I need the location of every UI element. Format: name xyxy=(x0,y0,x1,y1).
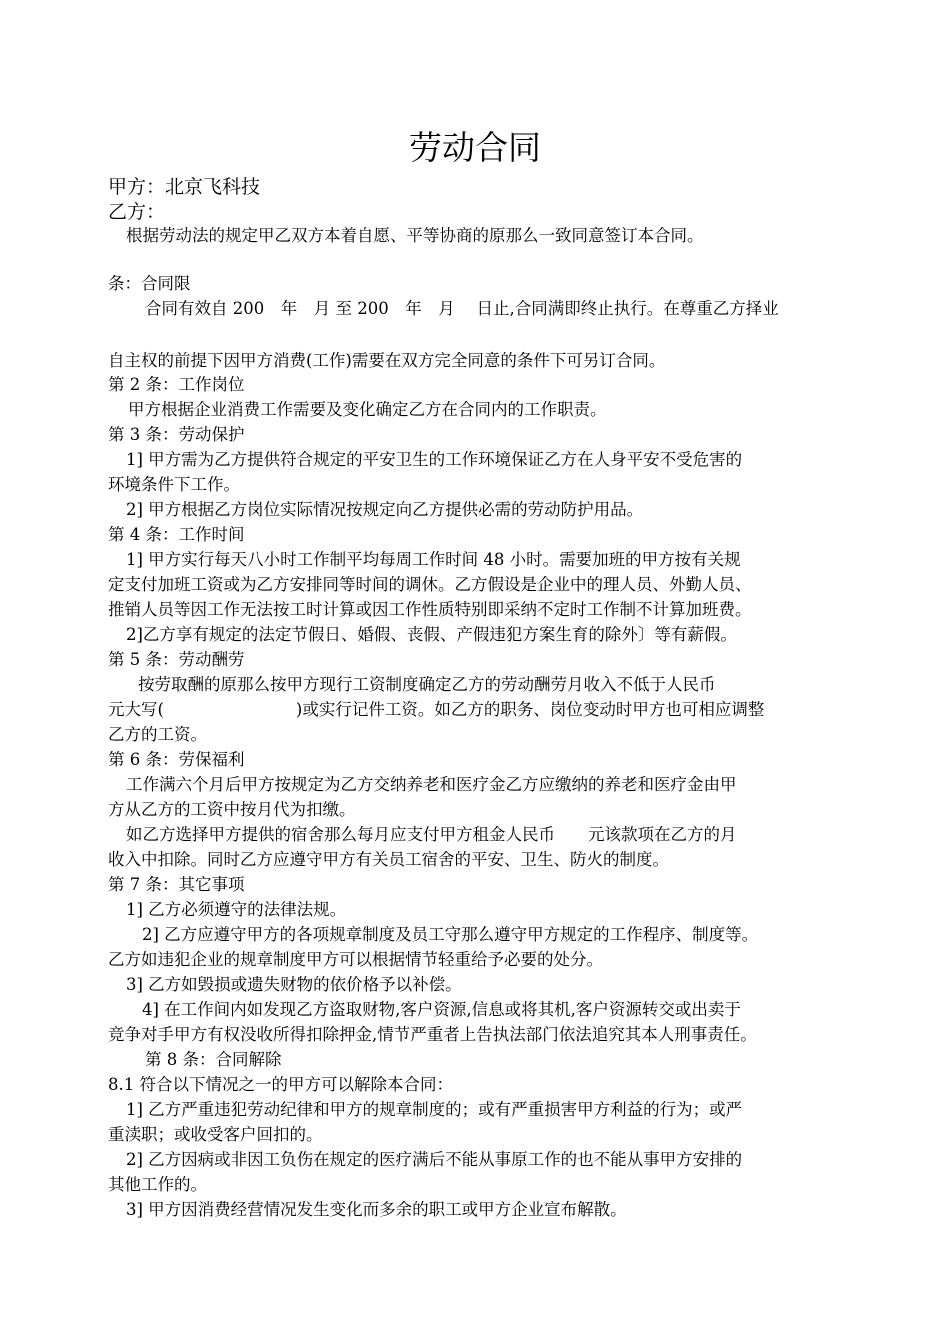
article-2-heading: 第 2 条：工作岗位 xyxy=(108,375,245,394)
article-6-text: 收入中扣除。同时乙方应遵守甲方有关员工宿舍的平安、卫生、防火的制度。 xyxy=(108,850,669,869)
intro-paragraph: 根据劳动法的规定甲乙双方本着自愿、平等协商的原那么一致同意签订本合同。 xyxy=(126,226,704,245)
article-8-text: 1] 乙方严重违犯劳动纪律和甲方的规章制度的；或有严重损害甲方利益的行为；或严 xyxy=(126,1100,743,1119)
article-6-text: 方从乙方的工资中按月代为扣缴。 xyxy=(108,800,356,819)
article-4-text: 2]乙方享有规定的法定节假日、婚假、丧假、产假违犯方案生育的除外〕等有薪假。 xyxy=(126,625,737,644)
article-7-text: 3] 乙方如毁损或遗失财物的依价格予以补偿。 xyxy=(126,975,462,994)
article-1-heading: 条：合同限 xyxy=(108,274,191,293)
article-8-text: 2] 乙方因病或非因工负伤在规定的医疗满后不能从事原工作的也不能从事甲方安排的 xyxy=(126,1150,743,1169)
article-8-text: 3] 甲方因消费经营情况发生变化而多余的职工或甲方企业宣布解散。 xyxy=(126,1200,627,1219)
article-5-text: 元大写( )或实行记件工资。如乙方的职务、岗位变动时甲方也可相应调整 xyxy=(108,700,765,719)
document-title: 劳动合同 xyxy=(409,128,541,167)
article-4-text: 1] 甲方实行每天八小时工作制平均每周工作时间 48 小时。需要加班的甲方按有关规 xyxy=(126,550,741,569)
article-4-text: 定支付加班工资或为乙方安排同等时间的调休。乙方假设是企业中的理人员、外勤人员、 xyxy=(108,575,752,594)
article-6-text: 工作满六个月后甲方按规定为乙方交纳养老和医疗金乙方应缴纳的养老和医疗金由甲 xyxy=(126,775,737,794)
article-5-text: 按劳取酬的原那么按甲方现行工资制度确定乙方的劳动酬劳月收入不低于人民币 xyxy=(138,675,716,694)
article-3-text: 2] 甲方根据乙方岗位实际情况按规定向乙方提供必需的劳动防护用品。 xyxy=(126,500,644,519)
article-7-text: 1] 乙方必须遵守的法律法规。 xyxy=(126,900,347,919)
article-3-text: 1] 甲方需为乙方提供符合规定的平安卫生的工作环境保证乙方在人身平安不受危害的 xyxy=(126,450,743,469)
article-8-text: 重渎职；或收受客户回扣的。 xyxy=(108,1125,323,1144)
article-1-text: 自主权的前提下因甲方消费(工作)需要在双方完全同意的条件下可另订合同。 xyxy=(108,351,666,370)
party-b-line: 乙方： xyxy=(108,201,166,223)
party-a-line: 甲方：北京飞科技 xyxy=(108,176,261,198)
article-4-text: 推销人员等因工作无法按工时计算或因工作性质特别即采纳不定时工作制不计算加班费。 xyxy=(108,600,752,619)
article-3-text: 环境条件下工作。 xyxy=(108,475,240,494)
article-7-heading: 第 7 条：其它事项 xyxy=(108,875,245,894)
article-8-text: 8.1 符合以下情况之一的甲方可以解除本合同： xyxy=(108,1075,453,1094)
article-2-text: 甲方根据企业消费工作需要及变化确定乙方在合同内的工作职责。 xyxy=(128,400,607,419)
article-1-text: 合同有效自 200 年 月 至 200 年 月 日止,合同满即终止执行。在尊重乙方择业 xyxy=(145,299,779,318)
article-6-text: 如乙方选择甲方提供的宿舍那么每月应支付甲方租金人民币 元该款项在乙方的月 xyxy=(126,825,737,844)
article-5-text: 乙方的工资。 xyxy=(108,725,207,744)
article-4-heading: 第 4 条：工作时间 xyxy=(108,525,245,544)
article-8-text: 其他工作的。 xyxy=(108,1175,207,1194)
article-5-heading: 第 5 条：劳动酬劳 xyxy=(108,650,245,669)
article-7-text: 竞争对手甲方有权没收所得扣除押金,情节严重者上告执法部门依法追究其本人刑事责任。 xyxy=(108,1025,757,1044)
article-7-text: 乙方如违犯企业的规章制度甲方可以根据情节轻重给予必要的处分。 xyxy=(108,950,603,969)
article-7-text: 4] 在工作间内如发现乙方盗取财物,客户资源,信息或将其机,客户资源转交或出卖于 xyxy=(142,1000,741,1019)
article-7-text: 2] 乙方应遵守甲方的各项规章制度及员工守那么遵守甲方规定的工作程序、制度等。 xyxy=(142,925,759,944)
article-8-heading: 第 8 条：合同解除 xyxy=(145,1050,282,1069)
article-6-heading: 第 6 条：劳保福利 xyxy=(108,750,245,769)
article-3-heading: 第 3 条：劳动保护 xyxy=(108,425,245,444)
